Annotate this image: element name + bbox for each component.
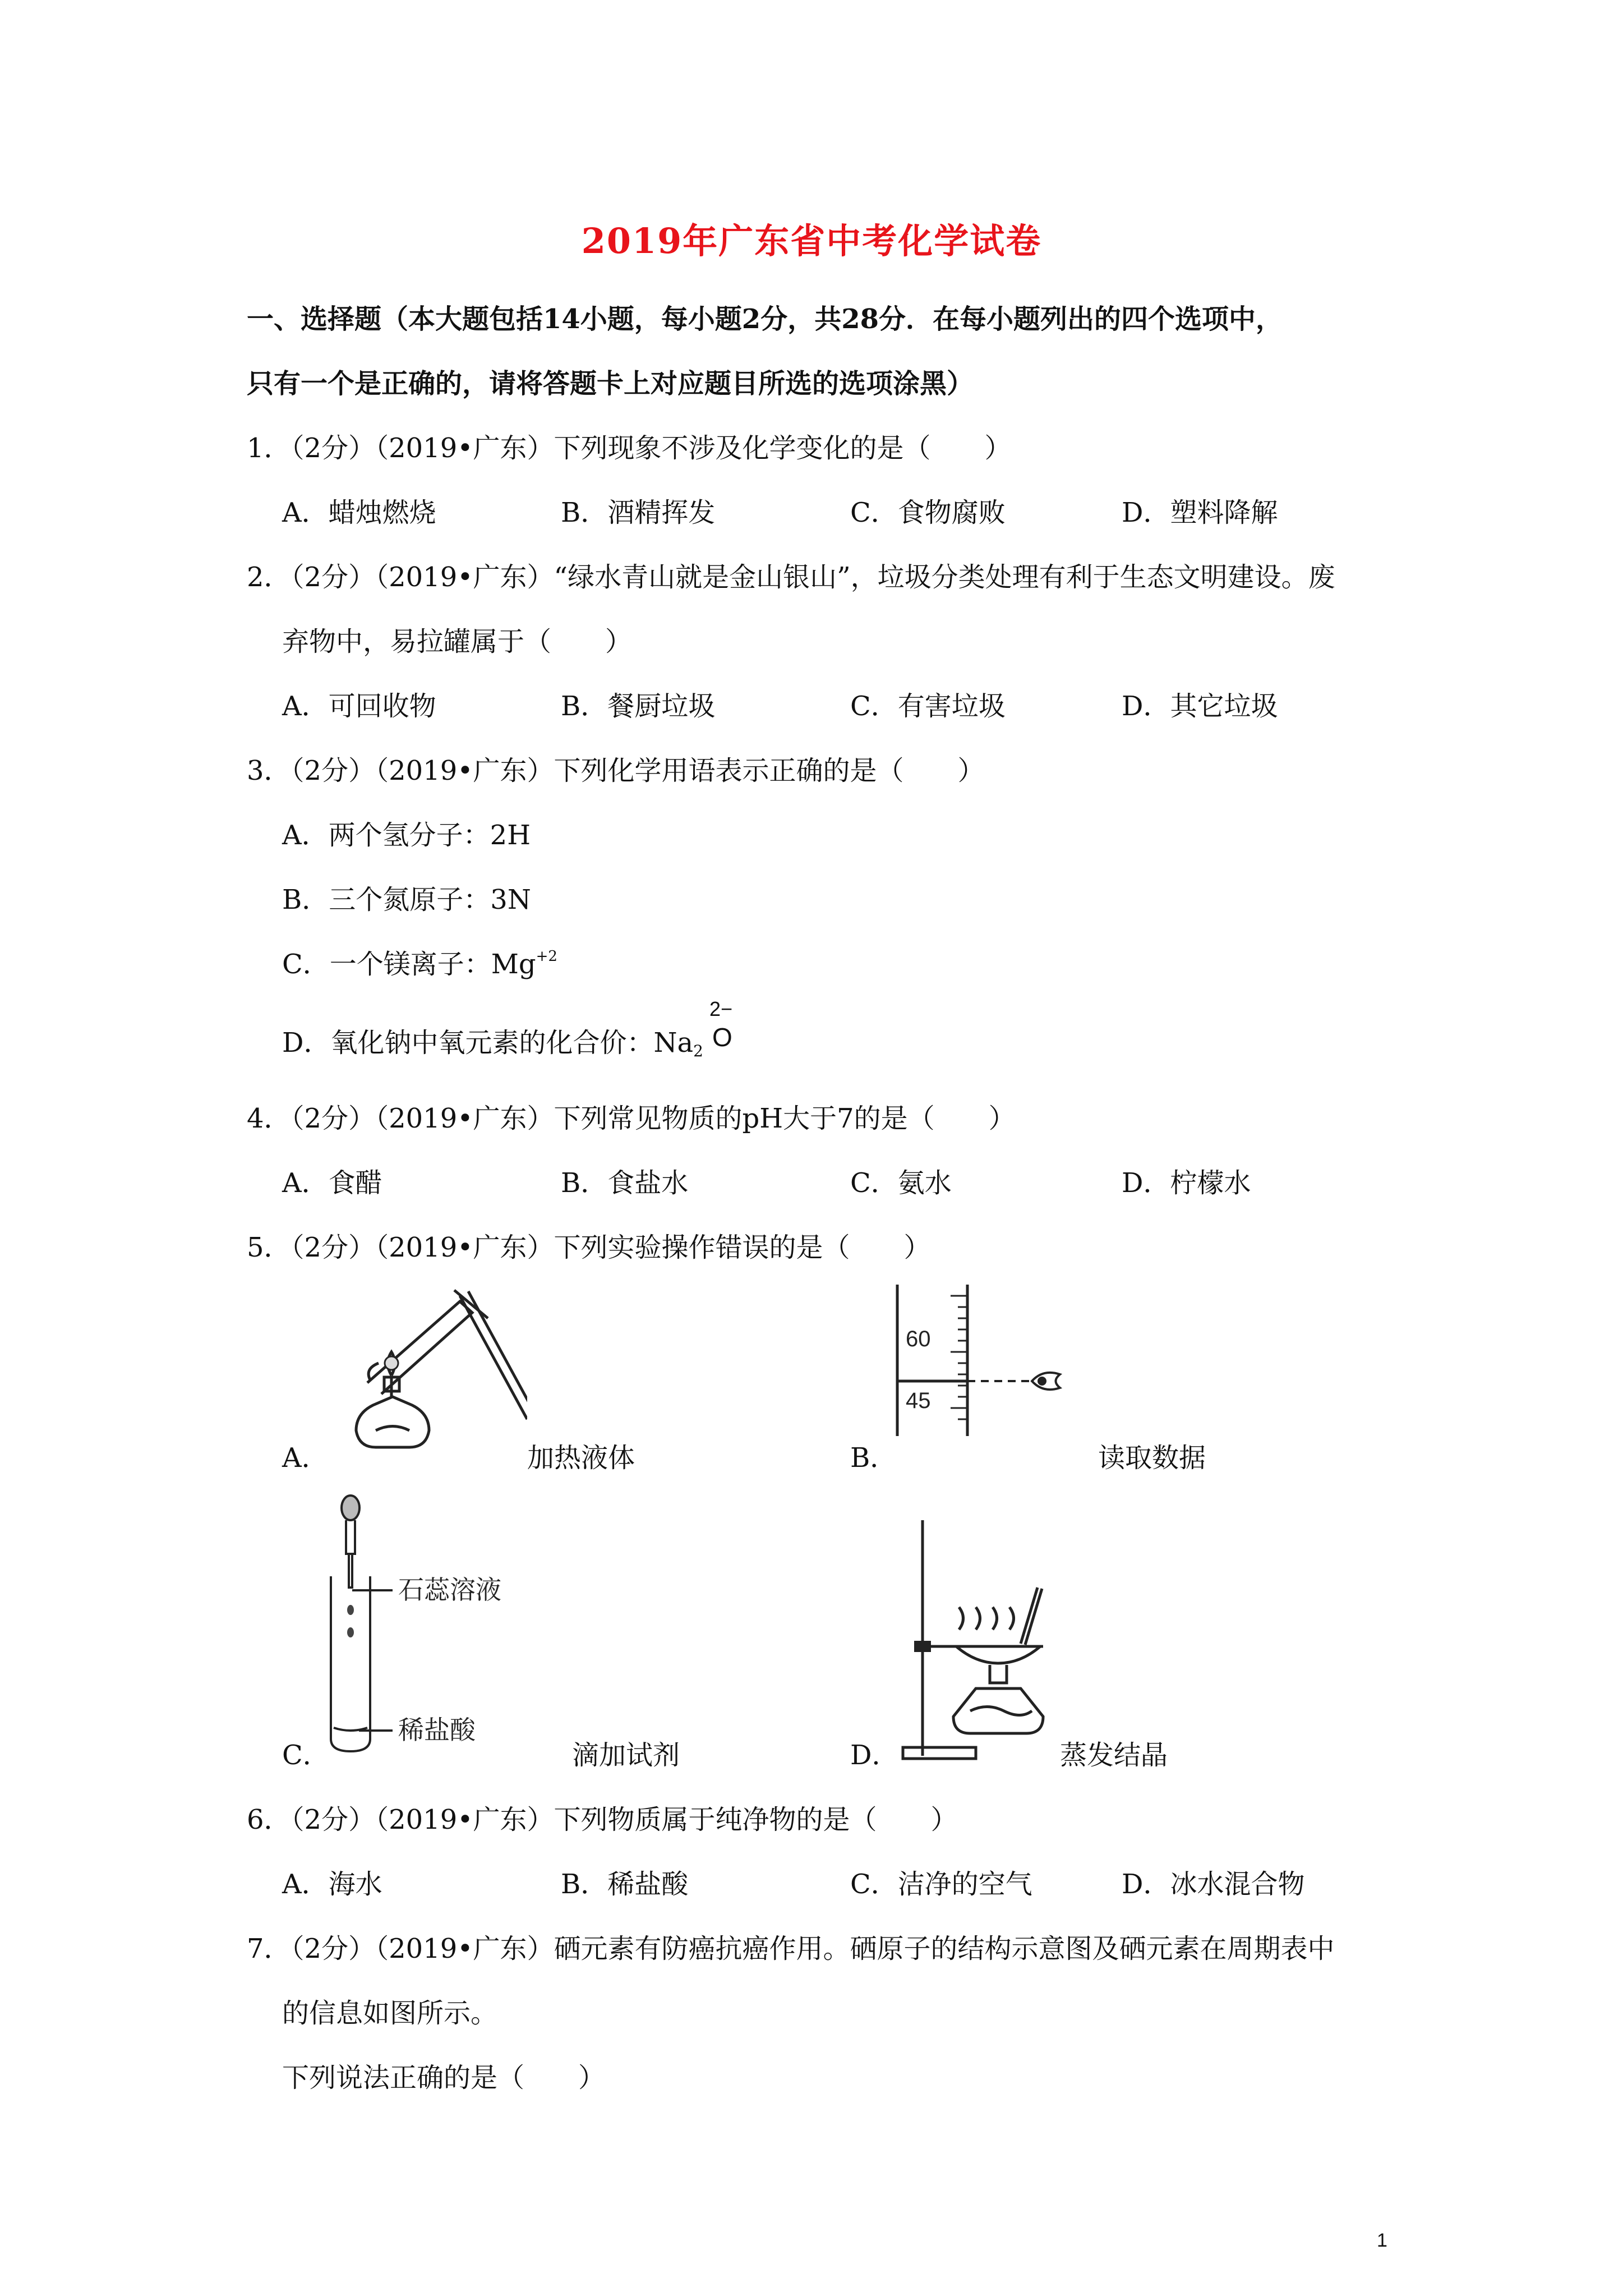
question-6-option-b: B．稀盐酸 bbox=[561, 1869, 689, 1900]
question-5-option-a-label: 加热液体 bbox=[527, 1442, 635, 1474]
question-5-option-c-label: 滴加试剂 bbox=[572, 1740, 680, 1771]
question-3-option-d bbox=[282, 1021, 703, 1060]
question-2-option-d: D．其它垃圾 bbox=[1122, 691, 1278, 722]
question-1-stem: 1．（2分）（2019•广东）下列现象不涉及化学变化的是（ ） bbox=[247, 432, 1012, 464]
reading-scale-figure bbox=[892, 1285, 1066, 1447]
question-6-option-a: A．海水 bbox=[282, 1869, 382, 1900]
question-1-option-c: C．食物腐败 bbox=[850, 497, 1006, 528]
question-5-stem: 5．（2分）（2019•广东）下列实验操作错误的是（ ） bbox=[247, 1232, 931, 1263]
litmus-label: 石蕊溶液 bbox=[398, 1575, 501, 1604]
section-heading-line1: 一、选择题（本大题包括14小题，每小题2分，共28分．在每小题列出的四个选项中， bbox=[247, 303, 1283, 335]
question-2-option-c: C．有害垃圾 bbox=[850, 691, 1006, 722]
page-number: 1 bbox=[1377, 2230, 1387, 2251]
question-3-option-c bbox=[282, 942, 557, 981]
heating-liquid-figure bbox=[325, 1279, 527, 1470]
question-4-option-b: B．食盐水 bbox=[561, 1167, 689, 1199]
page-title: 2019年广东省中考化学试卷 bbox=[581, 220, 1042, 261]
question-4-option-d: D．柠檬水 bbox=[1122, 1167, 1251, 1199]
scale-label-bottom: 45 bbox=[906, 1388, 931, 1413]
question-1-option-d: D．塑料降解 bbox=[1122, 497, 1278, 528]
question-5-option-b: B． bbox=[850, 1442, 897, 1474]
question-3-option-d-text: D．氧化钠中氧元素的化合价：Na bbox=[282, 1027, 694, 1059]
question-6-option-c: C．洁净的空气 bbox=[850, 1869, 1032, 1900]
dropping-reagent-figure bbox=[320, 1492, 544, 1756]
section-heading-line2: 只有一个是正确的，请将答题卡上对应题目所选的选项涂黑） bbox=[247, 368, 974, 399]
eye-icon bbox=[1032, 1373, 1060, 1389]
question-1-option-b: B．酒精挥发 bbox=[561, 497, 716, 528]
question-3-option-c-text: C．一个镁离子：Mg bbox=[282, 949, 536, 980]
subscript-2: 2 bbox=[693, 1042, 703, 1060]
question-5-option-b-label: 读取数据 bbox=[1098, 1442, 1206, 1474]
question-3-option-b: B．三个氮原子：3N bbox=[282, 884, 531, 915]
question-2-option-a: A．可回收物 bbox=[282, 691, 436, 722]
question-4-option-a: A．食醋 bbox=[282, 1167, 382, 1199]
evaporation-figure bbox=[892, 1515, 1060, 1761]
charge-superscript: +2 bbox=[536, 948, 557, 965]
question-3-stem: 3．（2分）（2019•广东）下列化学用语表示正确的是（ ） bbox=[247, 755, 985, 786]
dilute-hcl-label: 稀盐酸 bbox=[398, 1715, 476, 1745]
question-7-stem-line1: 7．（2分）（2019•广东）硒元素有防癌抗癌作用。硒原子的结构示意图及硒元素在周期表中 bbox=[247, 1933, 1335, 1964]
question-7-stem-line3: 下列说法正确的是（ ） bbox=[282, 2062, 606, 2093]
question-1-option-a: A．蜡烛燃烧 bbox=[282, 497, 436, 528]
question-2-stem-line2: 弃物中，易拉罐属于（ ） bbox=[282, 626, 633, 657]
question-6-stem: 6．（2分）（2019•广东）下列物质属于纯净物的是（ ） bbox=[247, 1804, 958, 1835]
valence-mark: 2− bbox=[709, 997, 733, 1020]
question-5-option-c: C． bbox=[282, 1740, 330, 1771]
question-5-option-a: A． bbox=[282, 1442, 329, 1474]
question-3-option-a: A．两个氢分子：2H bbox=[282, 820, 531, 851]
question-2-option-b: B．餐厨垃圾 bbox=[561, 691, 716, 722]
question-2-stem-line1: 2．（2分）（2019•广东）“绿水青山就是金山银山”，垃圾分类处理有利于生态文明建设。废 bbox=[247, 562, 1335, 593]
oxygen-symbol: O bbox=[712, 1023, 732, 1052]
question-5-option-d: D． bbox=[850, 1740, 899, 1771]
question-4-stem: 4．（2分）（2019•广东）下列常见物质的pH大于7的是（ ） bbox=[247, 1103, 1016, 1134]
scale-label-top: 60 bbox=[906, 1327, 931, 1351]
question-6-option-d: D．冰水混合物 bbox=[1122, 1869, 1305, 1900]
question-4-option-c: C．氨水 bbox=[850, 1167, 952, 1199]
question-7-stem-line2: 的信息如图所示。 bbox=[282, 1998, 498, 2029]
question-5-option-d-label: 蒸发结晶 bbox=[1060, 1740, 1168, 1771]
